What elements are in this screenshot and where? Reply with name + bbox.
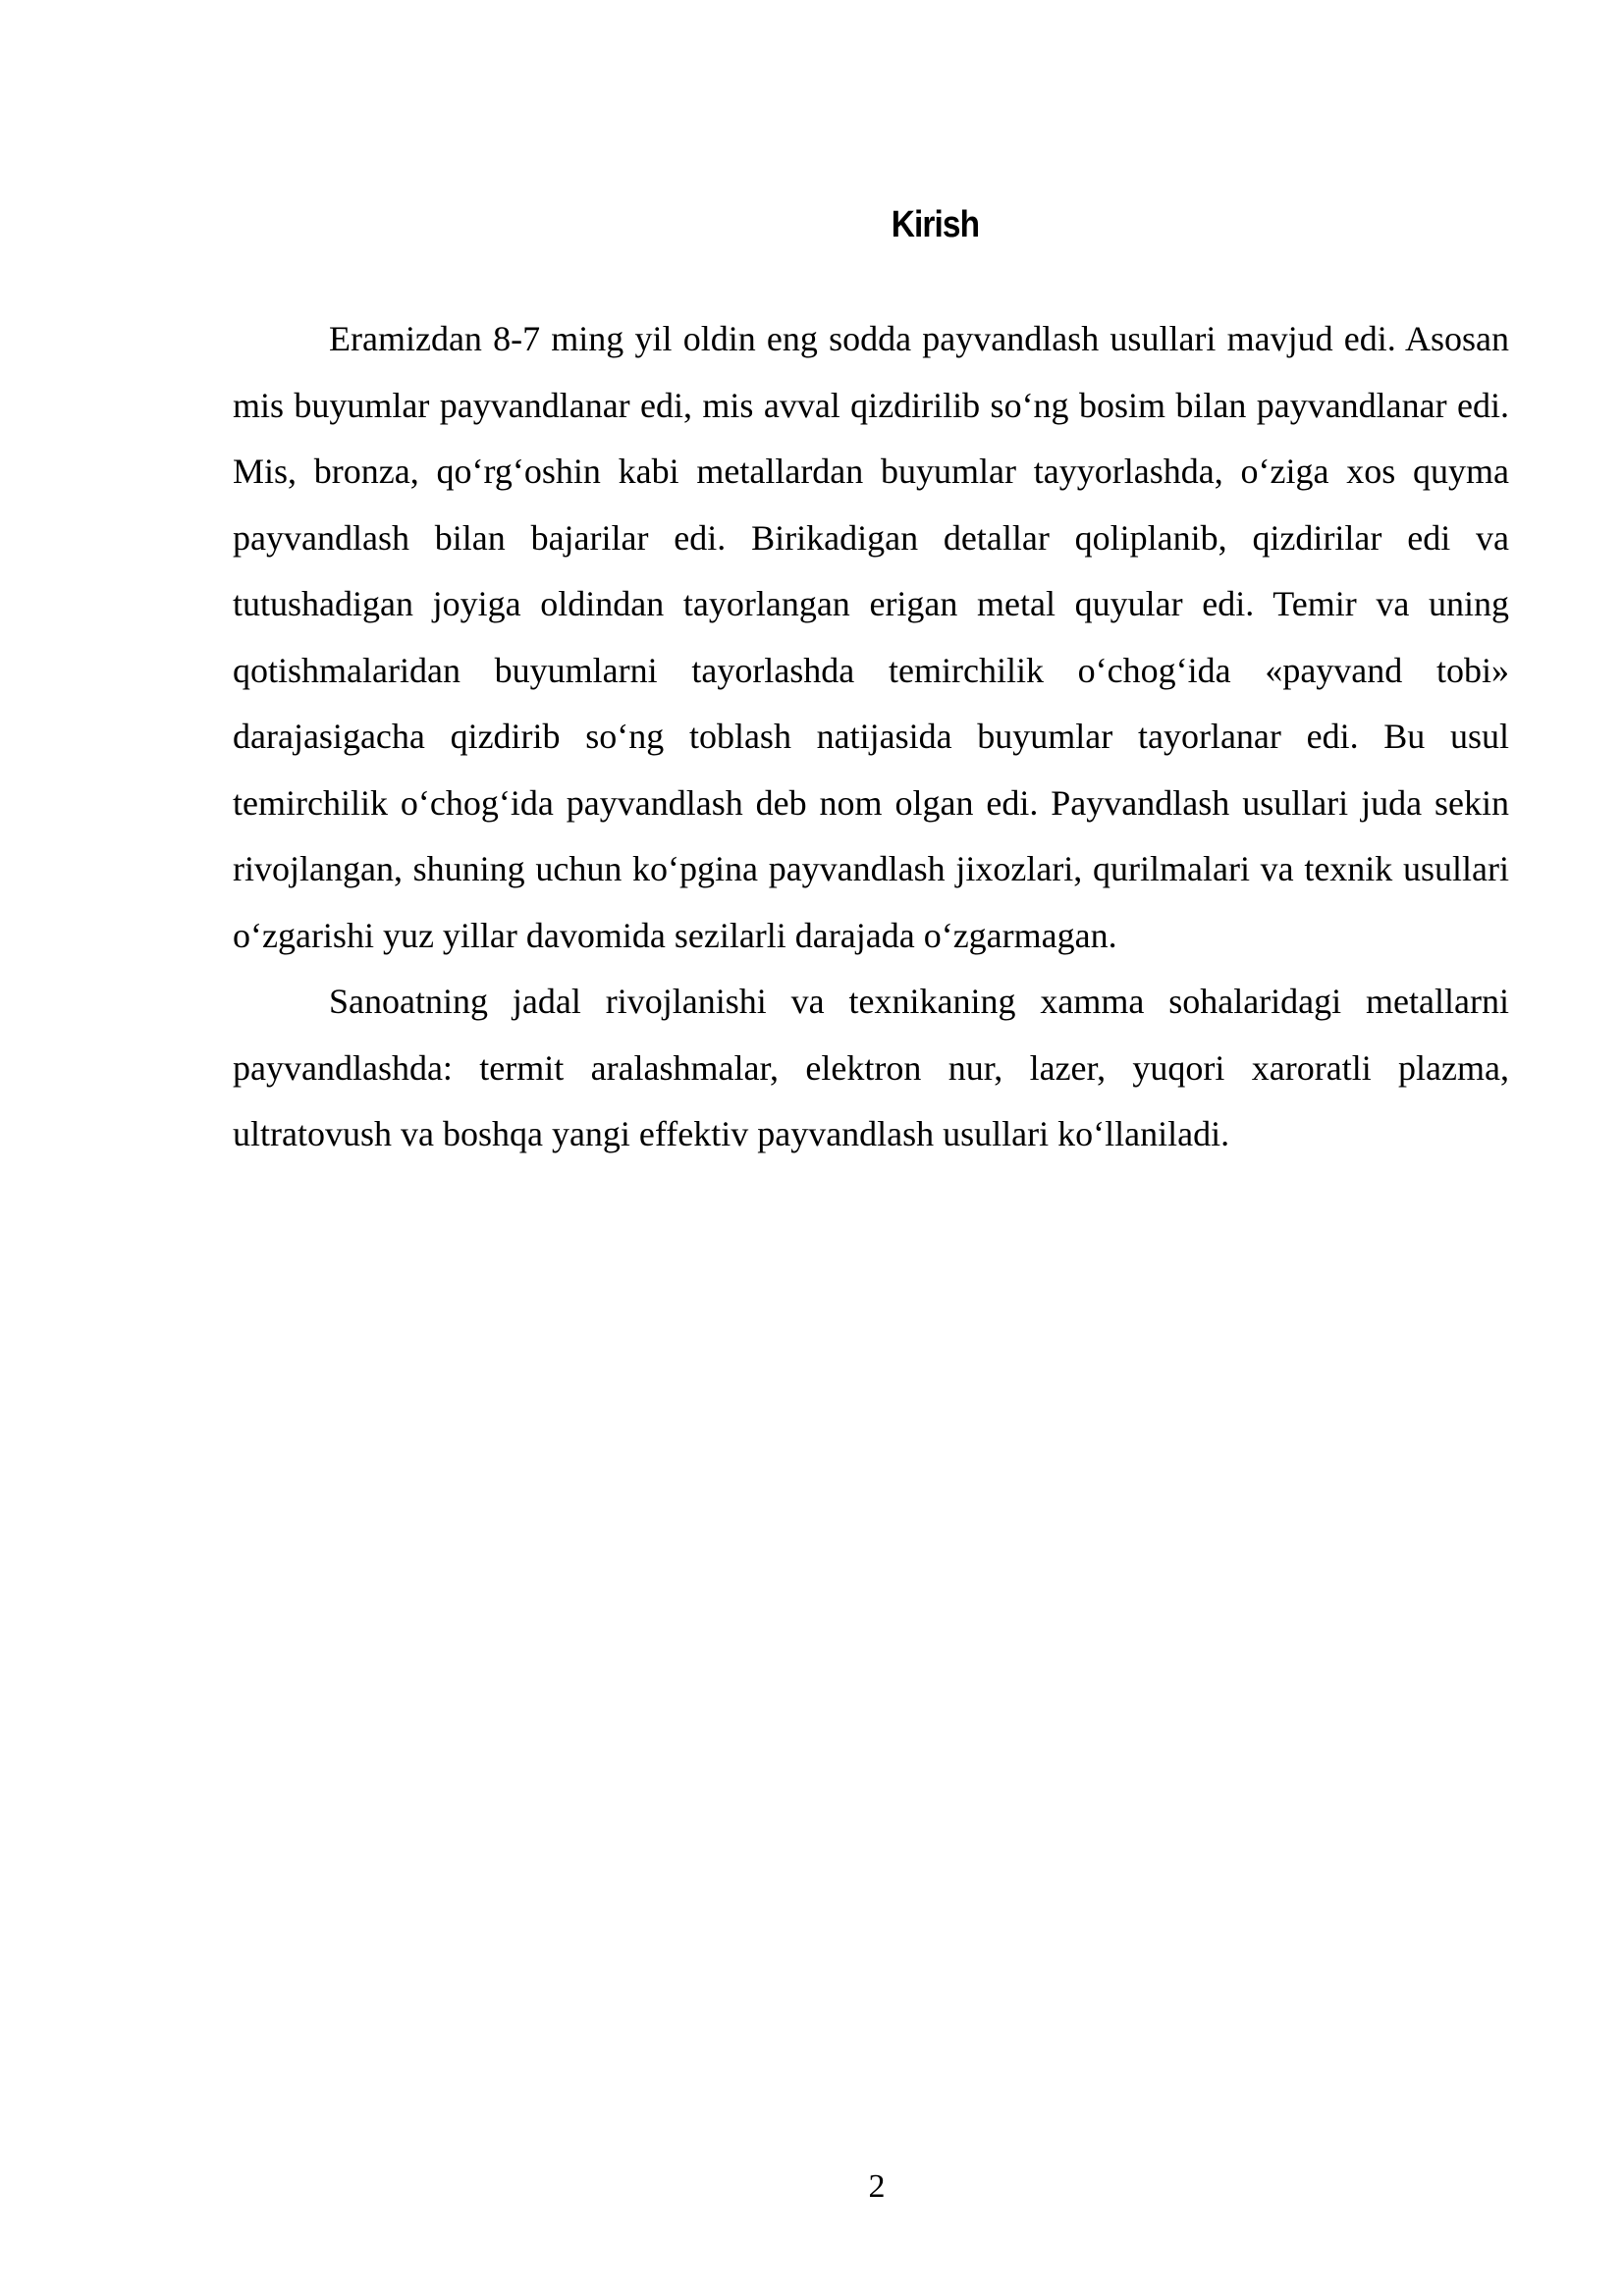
body-text xyxy=(233,306,1509,1168)
page-title: Kirish xyxy=(891,204,980,245)
page-number: 2 xyxy=(868,2168,886,2205)
paragraph-2: Sanoatning jadal rivojlanishi va texnikaning xamma sohalaridagi metallarni payvandlashda: termit aralashmalar, elektron nur, lazer, yuqori xaroratli plazma, ultratovush va boshqa yangi effektiv payvandlash usullari ko‘llaniladi. xyxy=(233,982,1509,1153)
paragraph-1: Eramizdan 8-7 ming yil oldin eng sodda payvandlash usullari mavjud edi. Asosan mis buyumlar payvandlanar edi, mis avval qizdirilib so‘ng bosim bilan payvandlanar edi. Mis, bronza, qo‘rg‘oshin kabi metallardan buyumlar tayyorlashda, o‘ziga xos quyma payvandlash bilan bajarilar edi. Birikadigan detallar qoliplanib, qizdirilar edi va tutushadigan joyiga oldindan tayorlangan erigan metal quyular edi. Temir va uning qotishmalaridan buyumlarni tayorlashda temirchilik o‘chog‘ida «payvand tobi» darajasigacha qizdirib so‘ng toblash natijasida buyumlar tayorlanar edi. Bu usul temirchilik o‘chog‘ida payvandlash deb nom olgan edi. Payvandlash usullari juda sekin rivojlangan, shuning uchun ko‘pgina payvandlash jixozlari, qurilmalari va texnik usullari o‘zgarishi yuz yillar davomida sezilarli darajada o‘zgarmagan. xyxy=(233,319,1509,955)
